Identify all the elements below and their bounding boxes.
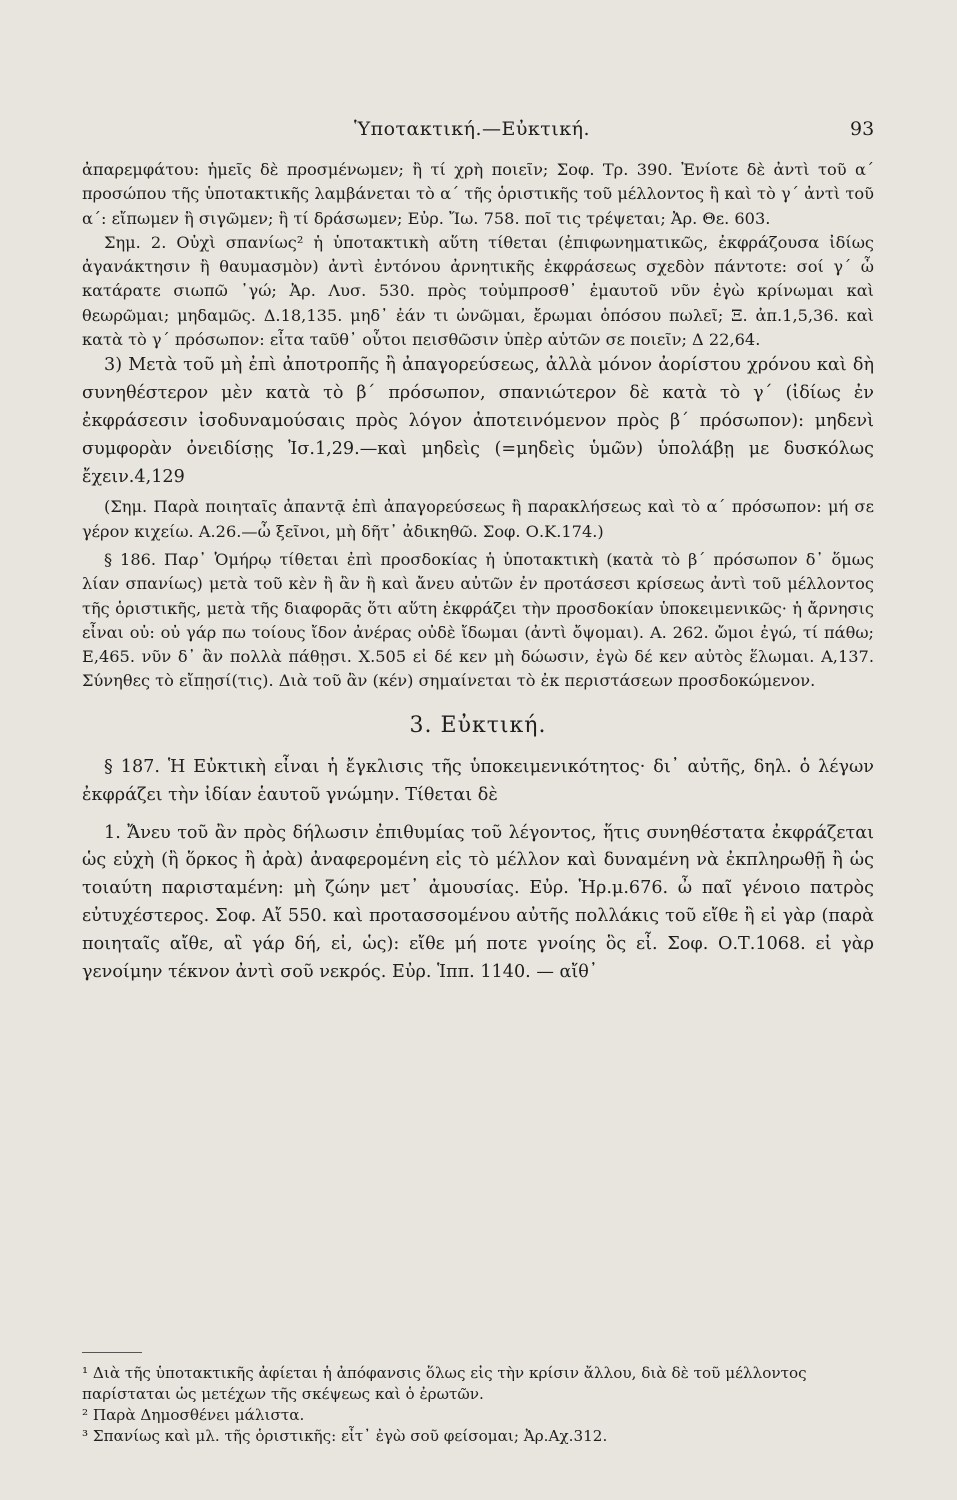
paragraph-note-2: Σημ. 2. Οὐχὶ σπανίως² ἡ ὑποτακτικὴ αὕτη τίθεται (ἐπιφωνηματικῶς, ἐκφράζουσα ἰδίως ἀγανάκτησιν ἢ θαυμασμὸν) ἀντὶ ἐντόνου ἀρνητικῆς ἐκφράσεως σχεδὸν πάντοτε: σοί γ΄ ὦ κατάρατε σιωπῶ ᾽γώ; Ἀρ. Λυσ. 530. πρὸς τοὐμπροσθ᾽ ἐμαυτοῦ νῦν ἐγὼ κρίνωμαι καὶ θεωρῶμαι; μηδαμῶς. Δ.18,135. μηδ᾽ ἐάν τι ὠνῶμαι, ἔρωμαι ὁπόσου πωλεῖ; Ξ. ἀπ.1,5,36. καὶ κατὰ τὸ γ΄ πρόσωπον: εἶτα ταῦθ᾽ οὗτοι πεισθῶσιν ὑπὲρ αὑτῶν σε ποιεῖν; Δ 22,64. — [82, 232, 874, 350]
paragraph-poetic-note: (Σημ. Παρὰ ποιηταῖς ἀπαντᾷ ἐπὶ ἀπαγορεύσεως ἢ παρακλήσεως καὶ τὸ α΄ πρόσωπον: μή σε γέρον κιχείω. Α.26.—ὦ ξεῖνοι, μὴ δῆτ᾽ ἀδικηθῶ. Σοφ. Ο.Κ.174.) — [82, 497, 874, 541]
footnote-rule — [82, 1352, 142, 1353]
main-text — [82, 158, 874, 986]
page-header — [0, 118, 957, 146]
paragraph-continuation: ἀπαρεμφάτου: ἡμεῖς δὲ προσμένωμεν; ἢ τί χρὴ ποιεῖν; Σοφ. Τρ. 390. Ἐνίοτε δὲ ἀντὶ τοῦ α΄ προσώπου τῆς ὑποτακτικῆς λαμβάνεται τὸ α΄ τῆς ὁριστικῆς τοῦ μέλλοντος ἢ καὶ τὸ γ΄ ἀντὶ τοῦ α΄: εἴπωμεν ἢ σιγῶμεν; ἢ τί δράσωμεν; Εὐρ. Ἴω. 758. ποῖ τις τρέψεται; Ἀρ. Θε. 603. — [82, 160, 874, 228]
section-heading: 3. Εὐκτική. — [409, 712, 547, 738]
paragraph-section-187: § 187. Ἡ Εὐκτικὴ εἶναι ἡ ἔγκλισις τῆς ὑποκειμενικότητος· δι᾽ αὐτῆς, δηλ. ὁ λέγων ἐκφράζει τὴν ἰδίαν ἑαυτοῦ γνώμην. Τίθεται δὲ — [82, 757, 874, 805]
footnote-1: ¹ Διὰ τῆς ὑποτακτικῆς ἀφίεται ἡ ἀπόφανσις ὅλως εἰς τὴν κρίσιν ἄλλου, διὰ δὲ τοῦ μέλλοντος παρίσταται ὡς μετέχων τῆς σκέψεως καὶ ὁ ἐρωτῶν. — [82, 1364, 807, 1403]
running-title: Ὑποτακτική.—Εὐκτική. — [353, 118, 591, 140]
footnotes — [82, 1352, 874, 1447]
footnote-2: ² Παρὰ Δημοσθένει μάλιστα. — [82, 1406, 305, 1424]
page-number: 93 — [850, 118, 875, 140]
footnote-3: ³ Σπανίως καὶ μλ. τῆς ὁριστικῆς: εἶτ᾽ ἐγὼ σοῦ φείσομαι; Ἀρ.Αχ.312. — [82, 1427, 608, 1445]
paragraph-section-186: § 186. Παρ᾽ Ὁμήρῳ τίθεται ἐπὶ προσδοκίας ἡ ὑποτακτικὴ (κατὰ τὸ β΄ πρόσωπον δ᾽ ὅμως λίαν σπανίως) μετὰ τοῦ κὲν ἢ ἂν ἢ καὶ ἄνευ αὐτῶν ἐν προτάσεσι κρίσεως ἀντὶ τοῦ μέλλοντος τῆς ὁριστικῆς, μετὰ τῆς διαφορᾶς ὅτι αὕτη ἐκφράζει τὴν προσδοκίαν ὑποκειμενικῶς· ἡ ἄρνησις εἶναι οὐ: οὐ γάρ πω τοίους ἴδον ἀνέρας οὐδὲ ἴδωμαι (ἀντὶ ὄψομαι). Α. 262. ὤμοι ἐγώ, τί πάθω; Ε,465. νῦν δ᾽ ἂν πολλὰ πάθῃσι. Χ.505 εἰ δέ κεν μὴ δώωσιν, ἐγὼ δέ κεν αὐτὸς ἕλωμαι. Α,137. Σύνηθες τὸ εἴπῃσί(τις). Διὰ τοῦ ἂν (κέν) σημαίνεται τὸ ἐκ περιστάσεων προσδοκώμενον. — [82, 549, 874, 691]
paragraph-section-187-1: 1. Ἄνευ τοῦ ἂν πρὸς δήλωσιν ἐπιθυμίας τοῦ λέγοντος, ἥτις συνηθέστατα ἐκφράζεται ὡς εὐχὴ (ἢ ὅρκος ἢ ἀρὰ) ἀναφερομένη εἰς τὸ μέλλον καὶ δυναμένη νὰ ἐκπληρωθῇ ἢ ὡς τοιαύτη παρισταμένη: μὴ ζώην μετ᾽ ἀμουσίας. Εὐρ. Ἡρ.μ.676. ὦ παῖ γένοιο πατρὸς εὐτυχέστερος. Σοφ. Αἴ 550. καὶ προτασσομένου αὐτῆς πολλάκις τοῦ εἴθε ἢ εἰ γὰρ (παρὰ ποιηταῖς αἴθε, αἲ γάρ δή, εἰ, ὡς): εἴθε μή ποτε γνοίης ὃς εἶ. Σοφ. Ο.Τ.1068. εἰ γὰρ γενοίμην τέκνον ἀντὶ σοῦ νεκρός. Εὐρ. Ἱππ. 1140. — αἴθ᾽ — [82, 822, 874, 982]
paragraph-rule-3: 3) Μετὰ τοῦ μὴ ἐπὶ ἀποτροπῆς ἢ ἀπαγορεύσεως, ἀλλὰ μόνον ἀορίστου χρόνου καὶ δὴ συνηθέστερον μὲν κατὰ τὸ β΄ πρόσωπον, σπανιώτερον δὲ κατὰ τὸ γ΄ (ἰδίως ἐν ἐκφράσεσιν ἰσοδυναμούσαις πρὸς λόγον ἀποτεινόμενον πρὸς β΄ πρόσωπον): μηδενὶ συμφορὰν ὀνειδίσῃς Ἰσ.1,29.—καὶ μηδεὶς (=μηδεὶς ὑμῶν) ὑπολάβῃ με δυσκόλως ἔχειν.4,129 — [82, 355, 874, 487]
